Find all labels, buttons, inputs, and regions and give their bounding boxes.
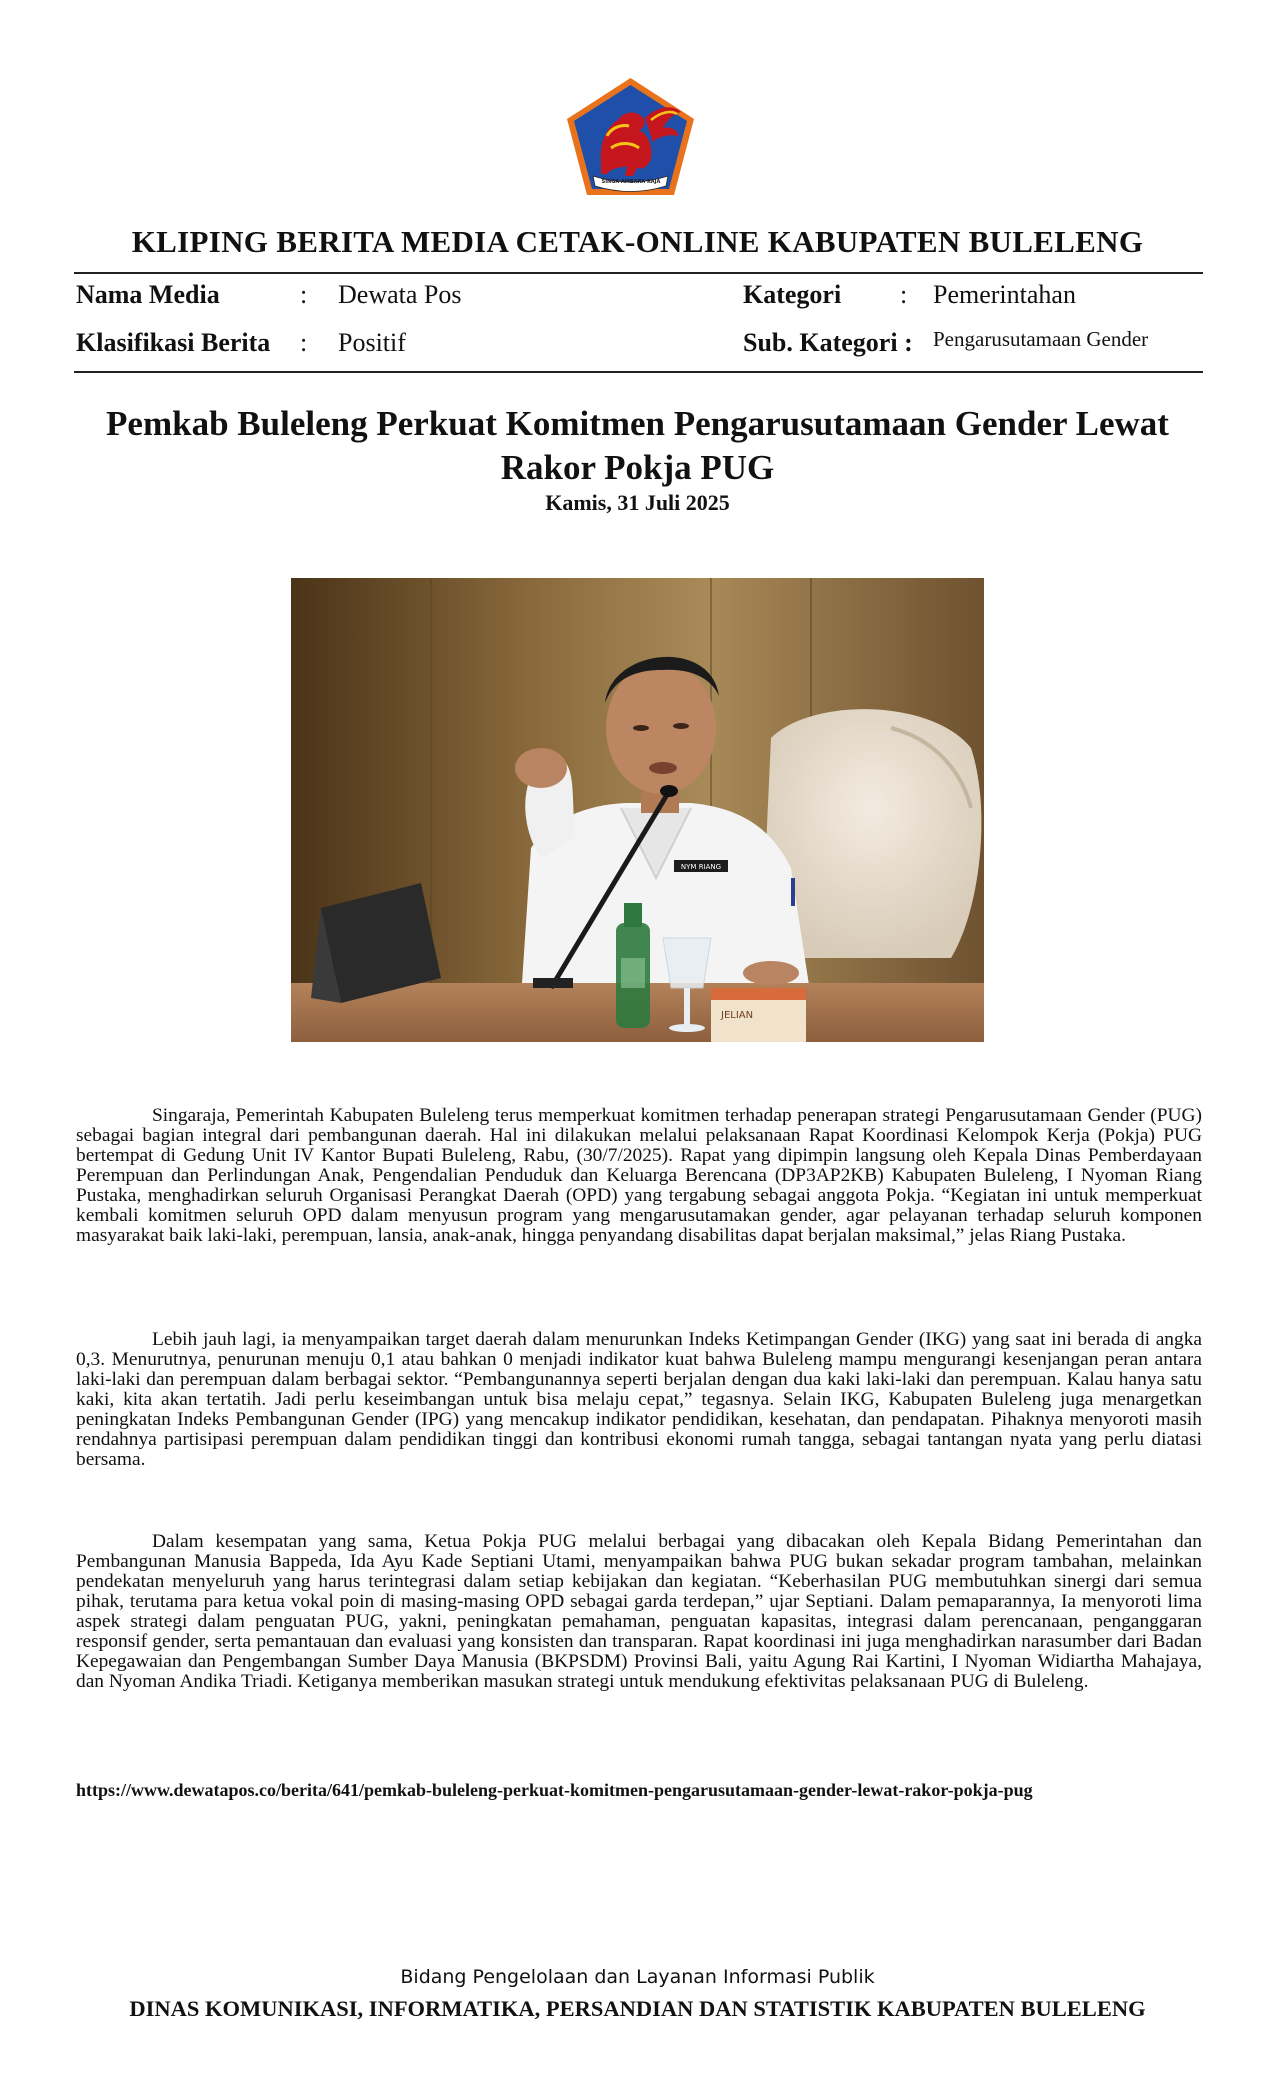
box-text: JELIAN xyxy=(721,1010,754,1021)
classification-value: Positif xyxy=(338,328,406,357)
logo-motto: SINGA AMBARA RAJA xyxy=(601,179,661,185)
article-headline: Pemkab Buleleng Perkuat Komitmen Pengarusutamaan Gender Lewat Rakor Pokja PUG xyxy=(106,404,1169,487)
nameplate-text: NYM RIANG xyxy=(680,863,722,871)
article-photo xyxy=(291,578,984,1042)
subcategory-label: Sub. Kategori : xyxy=(743,328,913,357)
media-name-colon: : xyxy=(300,280,308,309)
category-colon: : xyxy=(900,280,908,309)
footer-division: Bidang Pengelolaan dan Layanan Informasi Publik xyxy=(400,1966,875,1988)
header-rule-bottom xyxy=(74,371,1203,373)
header-rule-top xyxy=(74,272,1203,274)
kabupaten-buleleng-logo xyxy=(563,76,698,198)
category-label: Kategori xyxy=(743,280,842,309)
article-paragraph-2: Lebih jauh lagi, ia menyampaikan target daerah dalam menurunkan Indeks Ketimpangan Gender (IKG) yang saat ini berada di angka 0,3. Menurutnya, penurunan menuju 0,1 atau bahkan 0 menjadi indikator kuat bahwa Buleleng mampu mengurangi kesenjangan peran antara laki-laki dan perempuan dalam berbagai sektor. “Pembangunannya seperti berjalan dengan dua kaki laki-laki dan perempuan. Kalau hanya satu kaki, kita akan tertatih. Jadi perlu keseimbangan untuk bisa melaju cepat,” tegasnya. Selain IKG, Kabupaten Buleleng juga menargetkan peningkatan Indeks Pembangunan Gender (IPG) yang mencakup indikator pendidikan, kesehatan, dan pendapatan. Pihaknya menyoroti masih rendahnya partisipasi perempuan dalam pendidikan tinggi dan kontribusi ekonomi rumah tangga, sebagai tantangan nyata yang perlu diatasi bersama. xyxy=(76,1329,1202,1470)
media-name-value: Dewata Pos xyxy=(338,280,462,309)
media-name-label: Nama Media xyxy=(76,280,220,309)
classification-colon: : xyxy=(300,328,308,357)
document-title: KLIPING BERITA MEDIA CETAK-ONLINE KABUPATEN BULELENG xyxy=(131,224,1144,259)
category-value: Pemerintahan xyxy=(933,280,1076,309)
subcategory-value: Pengarusutamaan Gender xyxy=(933,327,1149,351)
article-paragraph-3: Dalam kesempatan yang sama, Ketua Pokja PUG melalui berbagai yang dibacakan oleh Kepala Bidang Pemerintahan dan Pembangunan Manusia Bappeda, Ida Ayu Kade Septiani Utami, menyampaikan bahwa PUG bukan sekadar program tambahan, melainkan pendekatan menyeluruh yang harus terintegrasi dalam setiap kebijakan dan kegiatan. “Keberhasilan PUG membutuhkan sinergi dari semua pihak, terutama para ketua vokal poin di masing-masing OPD sebagai garda terdepan,” ujar Septiani. Dalam pemaparannya, Ia menyoroti lima aspek strategi dalam penguatan PUG, yakni, peningkatan pemahaman, penguatan kapasitas, integrasi dalam perencanaan, penganggaran responsif gender, serta pemantauan dan evaluasi yang konsisten dan transparan. Rapat koordinasi ini juga menghadirkan narasumber dari Badan Kepegawaian dan Pengembangan Sumber Daya Manusia (BKPSDM) Provinsi Bali, yaitu Agung Rai Kartini, I Nyoman Widiartha Mahajaya, dan Nyoman Andika Triadi. Ketiganya memberikan masukan strategi untuk mendukung efektivitas pelaksanaan PUG di Buleleng. xyxy=(76,1531,1202,1692)
article-date: Kamis, 31 Juli 2025 xyxy=(545,490,730,515)
source-url: https://www.dewatapos.co/berita/641/pemkab-buleleng-perkuat-komitmen-pengarusutamaan-gender-lewat-rakor-pokja-pug xyxy=(76,1780,1033,1800)
article-paragraph-1: Singaraja, Pemerintah Kabupaten Buleleng terus memperkuat komitmen terhadap penerapan strategi Pengarusutamaan Gender (PUG) sebagai bagian integral dari pembangunan daerah. Hal ini dilakukan melalui pelaksanaan Rapat Koordinasi Kelompok Kerja (Pokja) PUG bertempat di Gedung Unit IV Kantor Bupati Buleleng, Rabu, (30/7/2025). Rapat yang dipimpin langsung oleh Kepala Dinas Pemberdayaan Perempuan dan Perlindungan Anak, Pengendalian Penduduk dan Keluarga Berencana (DP3AP2KB) Kabupaten Buleleng, I Nyoman Riang Pustaka, menghadirkan seluruh Organisasi Perangkat Daerah (OPD) yang tergabung sebagai anggota Pokja. “Kegiatan ini untuk memperkuat kembali komitmen seluruh OPD dalam menyusun program yang mengarusutamakan gender, agar pelayanan terhadap seluruh komponen masyarakat baik laki-laki, perempuan, lansia, anak-anak, hingga penyandang disabilitas dapat berjalan maksimal,” jelas Riang Pustaka. xyxy=(76,1105,1202,1246)
footer-department: DINAS KOMUNIKASI, INFORMATIKA, PERSANDIAN DAN STATISTIK KABUPATEN BULELENG xyxy=(129,1996,1146,2021)
classification-label: Klasifikasi Berita xyxy=(76,328,271,357)
